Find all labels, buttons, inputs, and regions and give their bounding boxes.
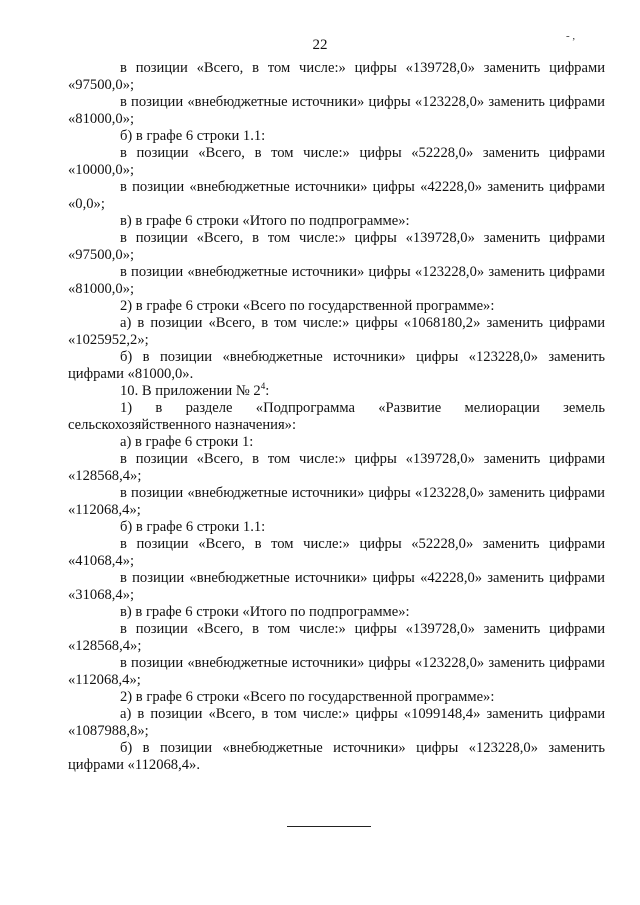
paragraph: б) в позиции «внебюджетные источники» цифры «123228,0» заменить цифрами «81000,0». <box>68 349 605 382</box>
paragraph: в позиции «внебюджетные источники» цифры «123228,0» заменить цифрами «112068,4»; <box>68 655 605 688</box>
page-number: 22 <box>312 37 328 53</box>
document-body <box>68 60 605 774</box>
paragraph: в позиции «внебюджетные источники» цифры «42228,0» заменить цифрами «31068,4»; <box>68 570 605 603</box>
section-heading-suffix: : <box>265 383 270 399</box>
paragraph: в позиции «внебюджетные источники» цифры «123228,0» заменить цифрами «112068,4»; <box>68 485 605 518</box>
paragraph: а) в позиции «Всего, в том числе:» цифры «1068180,2» заменить цифрами «1025952,2»; <box>68 315 605 348</box>
paragraph: в) в графе 6 строки «Итого по подпрограмме»: <box>120 213 410 229</box>
corner-marks: - , <box>566 30 576 42</box>
paragraph: 1) в разделе «Подпрограмма «Развитие мелиорации земель сельскохозяйственного назначения»: <box>68 400 605 433</box>
paragraph: 2) в графе 6 строки «Всего по государственной программе»: <box>120 689 495 705</box>
paragraph: в позиции «внебюджетные источники» цифры «123228,0» заменить цифрами «81000,0»; <box>68 264 605 297</box>
paragraph: в позиции «Всего, в том числе:» цифры «52228,0» заменить цифрами «41068,4»; <box>68 536 605 569</box>
footnote-superscript: 4 <box>260 381 266 392</box>
paragraph: б) в графе 6 строки 1.1: <box>120 128 266 144</box>
paragraph: б) в графе 6 строки 1.1: <box>120 519 266 535</box>
paragraph: в позиции «Всего, в том числе:» цифры «52228,0» заменить цифрами «10000,0»; <box>68 145 605 178</box>
section-heading <box>68 383 605 400</box>
paragraph: в позиции «внебюджетные источники» цифры «123228,0» заменить цифрами «81000,0»; <box>68 94 605 127</box>
paragraph: а) в позиции «Всего, в том числе:» цифры «1099148,4» заменить цифрами «1087988,8»; <box>68 706 605 739</box>
paragraph: в позиции «внебюджетные источники» цифры «42228,0» заменить цифрами «0,0»; <box>68 179 605 212</box>
paragraph: а) в графе 6 строки 1: <box>120 434 254 450</box>
paragraph: 2) в графе 6 строки «Всего по государственной программе»: <box>120 298 495 314</box>
separator-line <box>287 826 371 827</box>
paragraph: в) в графе 6 строки «Итого по подпрограмме»: <box>120 604 410 620</box>
paragraph: в позиции «Всего, в том числе:» цифры «139728,0» заменить цифрами «128568,4»; <box>68 451 605 484</box>
paragraph: в позиции «Всего, в том числе:» цифры «139728,0» заменить цифрами «128568,4»; <box>68 621 605 654</box>
paragraph: б) в позиции «внебюджетные источники» цифры «123228,0» заменить цифрами «112068,4». <box>68 740 605 773</box>
paragraph: в позиции «Всего, в том числе:» цифры «139728,0» заменить цифрами «97500,0»; <box>68 60 605 93</box>
section-heading-text: 10. В приложении № 2 <box>120 383 261 399</box>
paragraph: в позиции «Всего, в том числе:» цифры «139728,0» заменить цифрами «97500,0»; <box>68 230 605 263</box>
